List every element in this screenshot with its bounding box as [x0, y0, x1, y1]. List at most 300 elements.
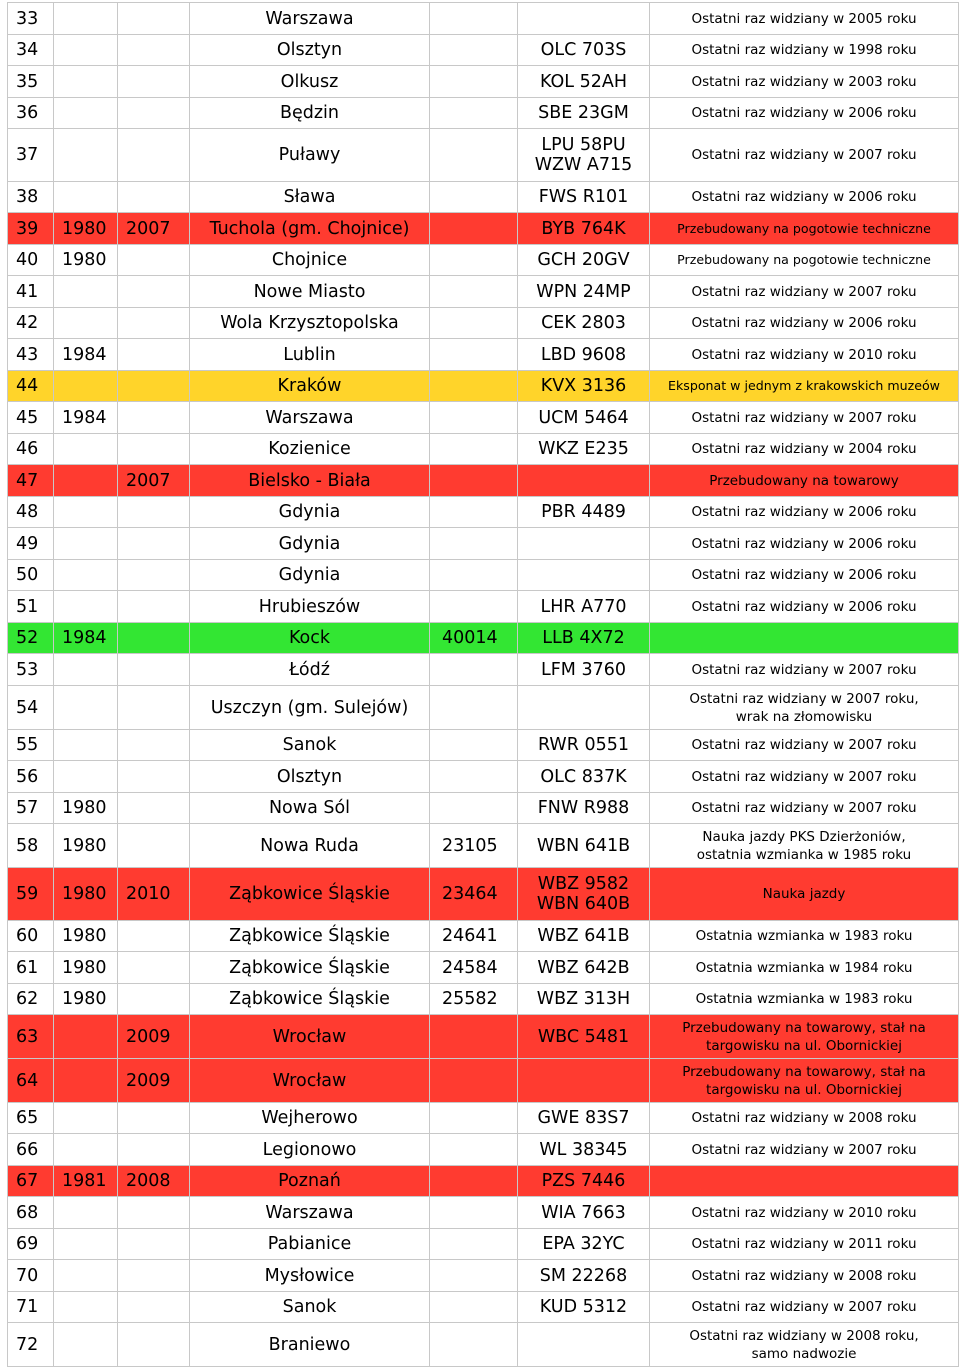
city-cell: Legionowo	[190, 1134, 430, 1166]
fleet-number-cell	[430, 1197, 518, 1229]
row-number-cell: 63	[8, 1015, 54, 1059]
row-number-cell: 50	[8, 560, 54, 591]
row-number-cell: 72	[8, 1323, 54, 1367]
city-cell: Uszczyn (gm. Sulejów)	[190, 686, 430, 730]
registration-cell	[518, 793, 650, 824]
year-to-cell	[118, 497, 190, 528]
fleet-number-cell	[430, 528, 518, 560]
year-from-cell	[54, 1103, 118, 1134]
registration-cell	[518, 560, 650, 591]
fleet-number-cell	[430, 465, 518, 497]
city-cell: Wejherowo	[190, 1103, 430, 1134]
table-body	[8, 3, 959, 1367]
table-row	[8, 213, 959, 245]
registration-cell	[518, 276, 650, 308]
year-to-cell	[118, 528, 190, 560]
note-line: Ostatni raz widziany w 2007 roku	[691, 1141, 917, 1158]
note-cell	[650, 1059, 959, 1103]
note-cell	[650, 339, 959, 371]
city-cell: Gdynia	[190, 497, 430, 528]
registration-plate: GCH 20GV	[537, 250, 630, 270]
registration-cell	[518, 824, 650, 868]
row-number-cell: 34	[8, 35, 54, 66]
note-cell	[650, 623, 959, 654]
registration-plate: OLC 703S	[540, 40, 627, 60]
year-to-cell	[118, 623, 190, 654]
fleet-number-cell	[430, 434, 518, 465]
registration-cell	[518, 1103, 650, 1134]
registration-plate: WL 38345	[539, 1139, 628, 1160]
note-cell	[650, 1015, 959, 1059]
registration-plate: WPN 24MP	[536, 281, 631, 302]
registration-cell	[518, 623, 650, 654]
note-cell	[650, 591, 959, 623]
year-to-cell	[118, 1323, 190, 1367]
city-cell: Braniewo	[190, 1323, 430, 1367]
table-row	[8, 465, 959, 497]
city-cell: Kozienice	[190, 434, 430, 465]
registration-plate: LFM 3760	[540, 659, 626, 680]
row-number-cell: 71	[8, 1292, 54, 1323]
note-cell	[650, 402, 959, 434]
year-from-cell	[54, 1059, 118, 1103]
year-from-cell	[54, 1260, 118, 1292]
registration-cell	[518, 654, 650, 686]
table-row	[8, 623, 959, 654]
year-to-cell	[118, 1292, 190, 1323]
registration-cell	[518, 1323, 650, 1367]
fleet-number-cell	[430, 35, 518, 66]
note-cell	[650, 308, 959, 339]
registration-cell	[518, 686, 650, 730]
fleet-number-cell	[430, 66, 518, 98]
row-number-cell: 68	[8, 1197, 54, 1229]
table-row	[8, 66, 959, 98]
row-number-cell: 37	[8, 129, 54, 182]
year-from-cell: 1981	[54, 1166, 118, 1197]
year-from-cell	[54, 654, 118, 686]
city-cell: Nowa Ruda	[190, 824, 430, 868]
table-row	[8, 1229, 959, 1260]
note-cell	[650, 868, 959, 921]
year-to-cell	[118, 686, 190, 730]
note-line: Ostatni raz widziany w 2007 roku	[691, 409, 917, 426]
city-cell: Ząbkowice Śląskie	[190, 984, 430, 1015]
registration-cell	[518, 3, 650, 35]
table-row	[8, 761, 959, 793]
year-to-cell	[118, 35, 190, 66]
row-number-cell: 54	[8, 686, 54, 730]
registration-plate: WBC 5481	[537, 1026, 630, 1047]
note-line: Ostatni raz widziany w 2007 roku	[691, 661, 917, 678]
note-cell	[650, 66, 959, 98]
note-cell	[650, 213, 959, 245]
year-to-cell	[118, 730, 190, 761]
year-to-cell: 2009	[118, 1015, 190, 1059]
fleet-number-cell: 24641	[430, 921, 518, 952]
note-line: Ostatni raz widziany w 2006 roku	[691, 598, 917, 615]
note-line: Ostatni raz widziany w 1998 roku	[691, 42, 917, 58]
year-to-cell	[118, 591, 190, 623]
note-cell	[650, 35, 959, 66]
year-to-cell	[118, 182, 190, 213]
note-line: Ostatni raz widziany w 2011 roku	[691, 1236, 917, 1252]
row-number-cell: 55	[8, 730, 54, 761]
registration-plate: PBR 4489	[541, 502, 626, 522]
note-line: Ostatni raz widziany w 2010 roku	[691, 346, 917, 363]
fleet-number-cell: 24584	[430, 952, 518, 984]
note-line: Ostatni raz widziany w 2007 roku	[691, 800, 917, 816]
note-line: Ostatni raz widziany w 2010 roku	[691, 1204, 917, 1221]
year-from-cell: 1980	[54, 921, 118, 952]
year-to-cell	[118, 952, 190, 984]
city-cell: Nowe Miasto	[190, 276, 430, 308]
registration-cell	[518, 465, 650, 497]
table-row	[8, 3, 959, 35]
row-number-cell: 64	[8, 1059, 54, 1103]
registration-cell	[518, 1229, 650, 1260]
fleet-number-cell: 23105	[430, 824, 518, 868]
note-cell	[650, 824, 959, 868]
registration-plate: BYB 764K	[541, 218, 626, 239]
fleet-number-cell: 23464	[430, 868, 518, 921]
registration-cell	[518, 1059, 650, 1103]
row-number-cell: 60	[8, 921, 54, 952]
year-from-cell: 1984	[54, 623, 118, 654]
fleet-number-cell	[430, 686, 518, 730]
year-from-cell	[54, 591, 118, 623]
note-line: Przebudowany na towarowy, stał na	[682, 1063, 926, 1080]
city-cell: Kock	[190, 623, 430, 654]
year-from-cell	[54, 560, 118, 591]
year-to-cell	[118, 1134, 190, 1166]
row-number-cell: 49	[8, 528, 54, 560]
year-from-cell	[54, 308, 118, 339]
fleet-number-cell	[430, 129, 518, 182]
row-number-cell: 47	[8, 465, 54, 497]
note-cell	[650, 434, 959, 465]
city-cell: Sanok	[190, 1292, 430, 1323]
row-number-cell: 69	[8, 1229, 54, 1260]
year-from-cell: 1980	[54, 952, 118, 984]
row-number-cell: 39	[8, 213, 54, 245]
registration-plate: KOL 52AH	[539, 71, 627, 92]
registration-plate: LHR A770	[540, 596, 627, 617]
registration-plate: EPA 32YC	[542, 1234, 625, 1254]
row-number-cell: 61	[8, 952, 54, 984]
row-number-cell: 44	[8, 371, 54, 402]
fleet-number-cell	[430, 497, 518, 528]
year-to-cell	[118, 793, 190, 824]
note-cell	[650, 560, 959, 591]
registration-plate: PZS 7446	[541, 1171, 626, 1191]
registration-cell	[518, 984, 650, 1015]
fleet-number-cell	[430, 1292, 518, 1323]
note-cell	[650, 793, 959, 824]
note-line: Ostatni raz widziany w 2006 roku	[691, 105, 917, 121]
registration-plate: KUD 5312	[539, 1297, 628, 1317]
row-number-cell: 48	[8, 497, 54, 528]
registration-plate: FWS R101	[538, 187, 629, 207]
registration-plate: KVX 3136	[540, 376, 627, 396]
table-row	[8, 591, 959, 623]
fleet-number-cell	[430, 182, 518, 213]
row-number-cell: 62	[8, 984, 54, 1015]
city-cell: Tuchola (gm. Chojnice)	[190, 213, 430, 245]
fleet-number-cell	[430, 1134, 518, 1166]
city-cell: Hrubieszów	[190, 591, 430, 623]
city-cell: Nowa Sól	[190, 793, 430, 824]
registration-cell	[518, 761, 650, 793]
city-cell: Wola Krzysztopolska	[190, 308, 430, 339]
table-row	[8, 1197, 959, 1229]
row-number-cell: 35	[8, 66, 54, 98]
note-line: Przebudowany na pogotowie techniczne	[677, 252, 931, 267]
table-row	[8, 1134, 959, 1166]
year-to-cell	[118, 402, 190, 434]
note-line: Ostatni raz widziany w 2005 roku	[691, 10, 917, 27]
row-number-cell: 66	[8, 1134, 54, 1166]
row-number-cell: 59	[8, 868, 54, 921]
table-row	[8, 1292, 959, 1323]
year-to-cell	[118, 824, 190, 868]
fleet-number-cell: 25582	[430, 984, 518, 1015]
year-to-cell	[118, 245, 190, 276]
year-to-cell	[118, 3, 190, 35]
note-line: Ostatnia wzmianka w 1983 roku	[695, 991, 913, 1007]
registration-plate: GWE 83S7	[537, 1108, 630, 1128]
note-line: Ostatni raz widziany w 2007 roku	[691, 283, 917, 300]
city-cell: Ząbkowice Śląskie	[190, 921, 430, 952]
year-to-cell: 2009	[118, 1059, 190, 1103]
note-cell	[650, 1134, 959, 1166]
fleet-number-cell	[430, 98, 518, 129]
registration-plate: LPU 58PU	[541, 135, 626, 155]
row-number-cell: 56	[8, 761, 54, 793]
year-from-cell	[54, 371, 118, 402]
year-to-cell	[118, 1197, 190, 1229]
registration-plate: WBN 641B	[536, 835, 631, 856]
registration-cell	[518, 868, 650, 921]
registration-cell	[518, 1134, 650, 1166]
note-cell	[650, 1166, 959, 1197]
table-row	[8, 276, 959, 308]
registration-plate: WZW A715	[534, 155, 633, 175]
registration-plate: WBN 640B	[536, 894, 631, 914]
city-cell: Ząbkowice Śląskie	[190, 868, 430, 921]
table-row	[8, 1059, 959, 1103]
year-from-cell	[54, 434, 118, 465]
table-row	[8, 824, 959, 868]
city-cell: Łódź	[190, 654, 430, 686]
year-to-cell	[118, 654, 190, 686]
year-to-cell	[118, 66, 190, 98]
note-line: targowisku na ul. Obornickiej	[706, 1037, 902, 1054]
registration-cell	[518, 1197, 650, 1229]
fleet-number-cell	[430, 761, 518, 793]
fleet-number-cell	[430, 1103, 518, 1134]
row-number-cell: 57	[8, 793, 54, 824]
year-to-cell: 2008	[118, 1166, 190, 1197]
city-cell: Sanok	[190, 730, 430, 761]
registration-plate: WBZ 313H	[536, 989, 631, 1009]
registration-plate: CEK 2803	[541, 313, 626, 333]
year-from-cell: 1980	[54, 868, 118, 921]
year-from-cell	[54, 1292, 118, 1323]
table-row	[8, 984, 959, 1015]
note-line: Ostatni raz widziany w 2006 roku	[691, 189, 917, 205]
row-number-cell: 65	[8, 1103, 54, 1134]
city-cell: Gdynia	[190, 560, 430, 591]
year-from-cell	[54, 497, 118, 528]
year-from-cell	[54, 1134, 118, 1166]
year-from-cell	[54, 66, 118, 98]
table-row	[8, 560, 959, 591]
note-cell	[650, 528, 959, 560]
registration-cell	[518, 1292, 650, 1323]
year-from-cell	[54, 3, 118, 35]
registration-cell	[518, 182, 650, 213]
note-cell	[650, 686, 959, 730]
registration-plate: LBD 9608	[540, 344, 627, 365]
registration-cell	[518, 1166, 650, 1197]
city-cell: Puławy	[190, 129, 430, 182]
year-from-cell	[54, 129, 118, 182]
year-from-cell	[54, 182, 118, 213]
registration-cell	[518, 402, 650, 434]
note-line: Ostatni raz widziany w 2008 roku	[691, 1110, 917, 1126]
table-row	[8, 1323, 959, 1367]
table-row	[8, 129, 959, 182]
note-cell	[650, 182, 959, 213]
registration-cell	[518, 66, 650, 98]
year-to-cell	[118, 1260, 190, 1292]
fleet-number-cell	[430, 591, 518, 623]
city-cell: Kraków	[190, 371, 430, 402]
year-from-cell	[54, 1015, 118, 1059]
fleet-number-cell	[430, 793, 518, 824]
table-row	[8, 686, 959, 730]
row-number-cell: 58	[8, 824, 54, 868]
note-cell	[650, 1260, 959, 1292]
row-number-cell: 70	[8, 1260, 54, 1292]
table-row	[8, 528, 959, 560]
note-line: Ostatni raz widziany w 2007 roku,	[689, 690, 919, 707]
city-cell: Pabianice	[190, 1229, 430, 1260]
table-row	[8, 952, 959, 984]
note-cell	[650, 98, 959, 129]
note-cell	[650, 465, 959, 497]
fleet-number-cell	[430, 245, 518, 276]
registration-cell	[518, 129, 650, 182]
fleet-number-cell	[430, 276, 518, 308]
fleet-number-cell	[430, 1323, 518, 1367]
year-from-cell	[54, 528, 118, 560]
note-cell	[650, 984, 959, 1015]
registration-cell	[518, 339, 650, 371]
fleet-number-cell: 40014	[430, 623, 518, 654]
fleet-number-cell	[430, 1059, 518, 1103]
note-line: Ostatni raz widziany w 2006 roku	[691, 315, 917, 331]
table-row	[8, 1260, 959, 1292]
city-cell: Mysłowice	[190, 1260, 430, 1292]
city-cell: Chojnice	[190, 245, 430, 276]
year-from-cell	[54, 98, 118, 129]
city-cell: Lublin	[190, 339, 430, 371]
registration-plate: WBZ 641B	[537, 926, 630, 946]
note-line: Ostatni raz widziany w 2007 roku	[691, 737, 917, 753]
year-to-cell	[118, 339, 190, 371]
registration-plate: SBE 23GM	[538, 103, 629, 123]
year-from-cell: 1980	[54, 793, 118, 824]
city-cell: Poznań	[190, 1166, 430, 1197]
table-row	[8, 868, 959, 921]
registration-cell	[518, 528, 650, 560]
note-line: wrak na złomowisku	[735, 708, 873, 725]
table-row	[8, 434, 959, 465]
registration-plate: WBZ 9582	[537, 874, 630, 894]
note-cell	[650, 1103, 959, 1134]
note-line: Przebudowany na towarowy	[709, 472, 899, 489]
row-number-cell: 38	[8, 182, 54, 213]
year-from-cell: 1984	[54, 339, 118, 371]
fleet-number-cell	[430, 730, 518, 761]
fleet-number-cell	[430, 371, 518, 402]
city-cell: Warszawa	[190, 402, 430, 434]
registration-cell	[518, 371, 650, 402]
city-cell: Wrocław	[190, 1059, 430, 1103]
note-cell	[650, 654, 959, 686]
note-line: samo nadwozie	[751, 1345, 857, 1362]
note-cell	[650, 497, 959, 528]
year-from-cell	[54, 1323, 118, 1367]
registration-plate: WBZ 642B	[537, 957, 630, 978]
year-to-cell	[118, 129, 190, 182]
fleet-number-cell	[430, 339, 518, 371]
registration-cell	[518, 1015, 650, 1059]
year-from-cell	[54, 465, 118, 497]
registration-cell	[518, 35, 650, 66]
fleet-number-cell	[430, 654, 518, 686]
note-line: Ostatni raz widziany w 2007 roku	[691, 1299, 917, 1315]
note-cell	[650, 276, 959, 308]
note-line: Ostatni raz widziany w 2007 roku	[691, 768, 917, 785]
year-from-cell	[54, 1229, 118, 1260]
note-cell	[650, 245, 959, 276]
year-to-cell	[118, 761, 190, 793]
note-line: Ostatnia wzmianka w 1984 roku	[695, 959, 913, 976]
registration-cell	[518, 921, 650, 952]
note-line: Ostatni raz widziany w 2008 roku,	[689, 1327, 919, 1344]
year-to-cell	[118, 98, 190, 129]
row-number-cell: 52	[8, 623, 54, 654]
table-row	[8, 1103, 959, 1134]
registration-cell	[518, 245, 650, 276]
note-line: Nauka jazdy	[762, 886, 846, 902]
row-number-cell: 41	[8, 276, 54, 308]
year-to-cell	[118, 371, 190, 402]
note-line: Eksponat w jednym z krakowskich muzeów	[668, 378, 940, 393]
note-line: Ostatni raz widziany w 2006 roku	[691, 504, 917, 520]
registration-plate: WKZ E235	[538, 439, 629, 459]
fleet-number-cell	[430, 3, 518, 35]
note-line: Ostatni raz widziany w 2004 roku	[691, 441, 917, 457]
note-cell	[650, 1197, 959, 1229]
year-from-cell	[54, 35, 118, 66]
city-cell: Warszawa	[190, 1197, 430, 1229]
year-to-cell	[118, 1103, 190, 1134]
table-row	[8, 793, 959, 824]
